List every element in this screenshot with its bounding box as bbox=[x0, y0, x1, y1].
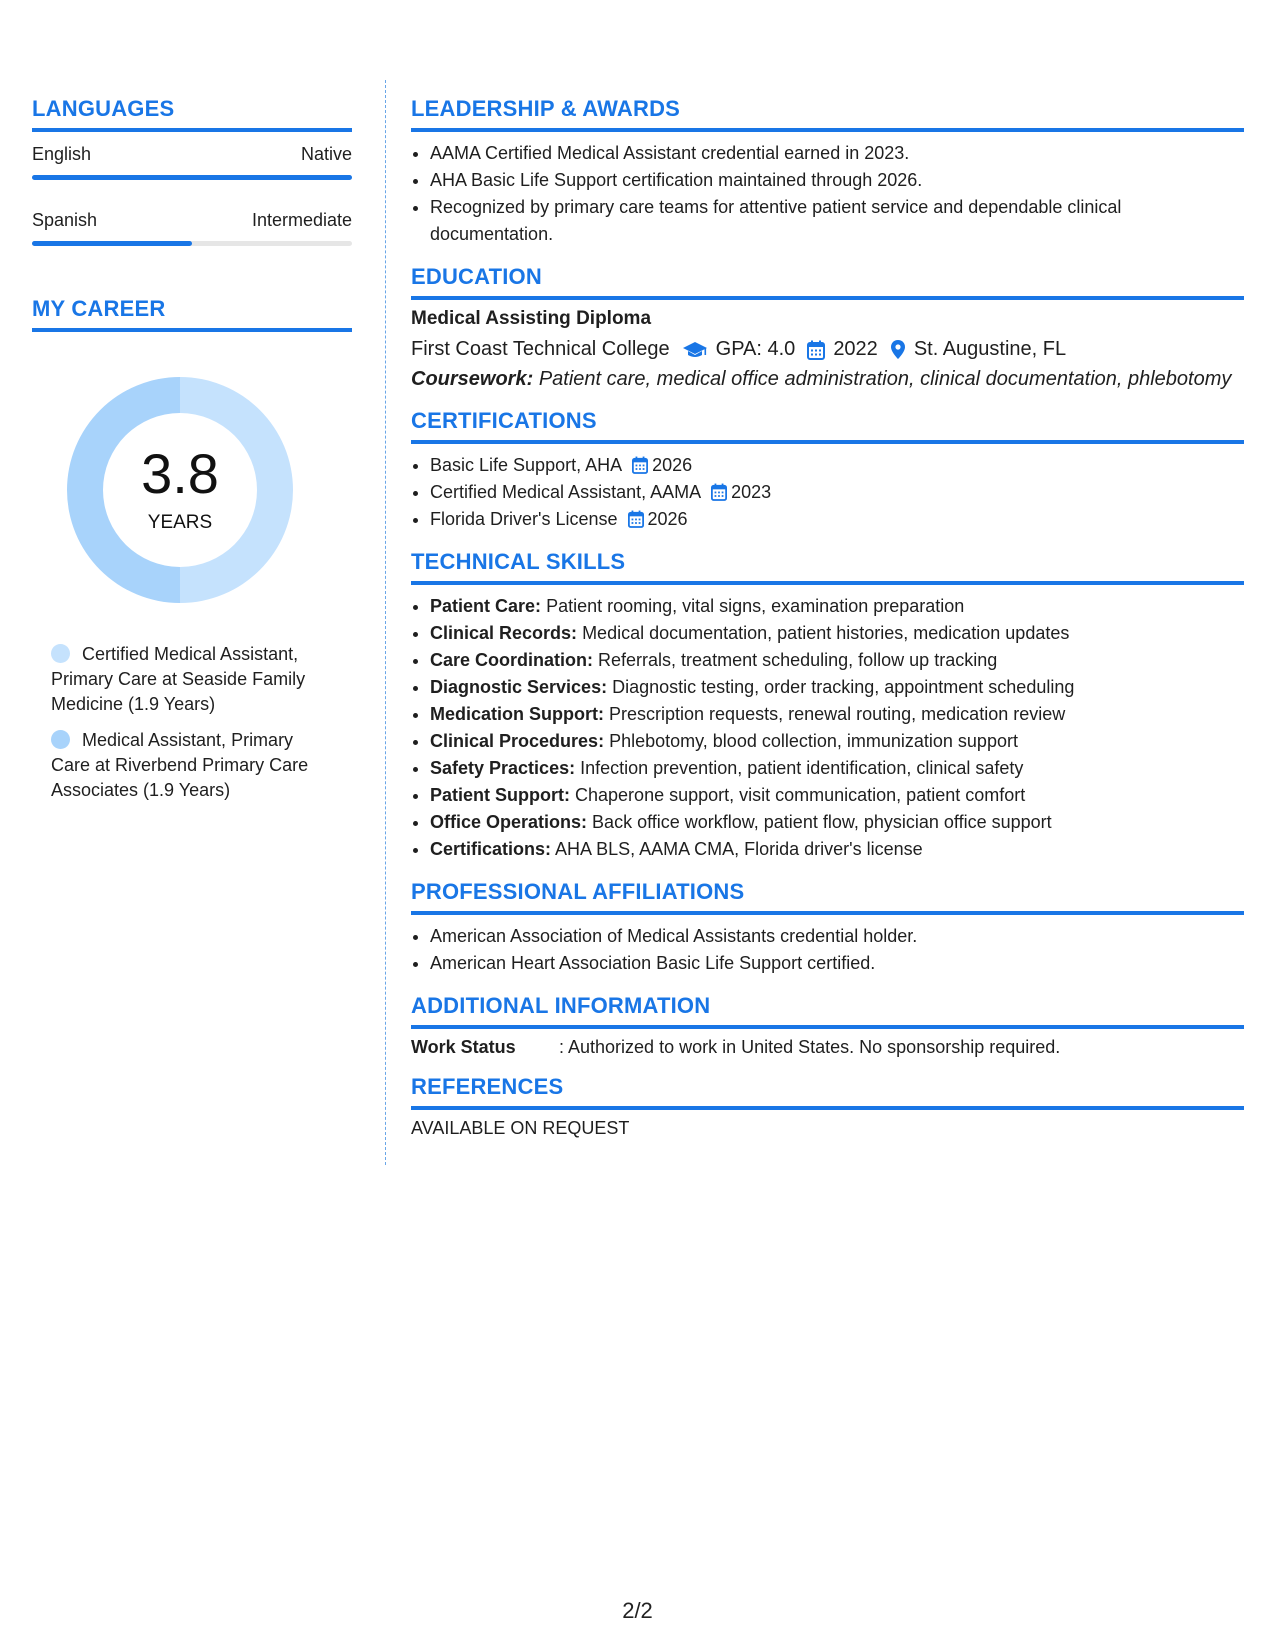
skill-text: AHA BLS, AAMA CMA, Florida driver's license bbox=[555, 839, 923, 859]
languages-heading: LANGUAGES bbox=[32, 96, 352, 132]
sidebar bbox=[32, 96, 352, 814]
page-number: 2/2 bbox=[622, 1598, 653, 1623]
language-level: Native bbox=[300, 144, 352, 164]
language-proficiency-fill bbox=[32, 241, 192, 246]
skills-section bbox=[411, 549, 1244, 863]
affiliation-item: • American Heart Association Basic Life Support certified. bbox=[430, 950, 1244, 977]
skill-label: Diagnostic Services: bbox=[430, 677, 608, 697]
calendar-icon bbox=[628, 510, 644, 528]
references-heading: REFERENCES bbox=[411, 1074, 1244, 1110]
skill-item bbox=[430, 782, 1244, 809]
column-divider bbox=[385, 80, 386, 1165]
career-total-unit: YEARS bbox=[147, 512, 213, 533]
language-name: Spanish bbox=[32, 210, 98, 230]
language-item bbox=[32, 144, 352, 180]
skill-label: Care Coordination: bbox=[430, 650, 594, 670]
certification-item bbox=[430, 479, 1244, 506]
references-section bbox=[411, 1074, 1244, 1139]
certification-item bbox=[430, 452, 1244, 479]
skill-item bbox=[430, 620, 1244, 647]
additional-info-section bbox=[411, 993, 1244, 1058]
education-heading: EDUCATION bbox=[411, 264, 1244, 300]
affiliations-heading: PROFESSIONAL AFFILIATIONS bbox=[411, 879, 1244, 915]
skill-label: Certifications: bbox=[430, 839, 552, 859]
skill-item bbox=[430, 701, 1244, 728]
skill-label: Clinical Records: bbox=[430, 623, 578, 643]
skill-item bbox=[430, 755, 1244, 782]
work-status-value: : Authorized to work in United States. No sponsorship required. bbox=[559, 1037, 1061, 1057]
affiliation-item: • American Association of Medical Assistants credential holder. bbox=[430, 923, 1244, 950]
skill-text: Medical documentation, patient histories, medication updates bbox=[582, 623, 1070, 643]
skill-label: Clinical Procedures: bbox=[430, 731, 605, 751]
skill-text: Diagnostic testing, order tracking, appointment scheduling bbox=[612, 677, 1075, 697]
skill-item bbox=[430, 836, 1244, 863]
work-status-label: Work Status bbox=[411, 1037, 516, 1057]
certification-item bbox=[430, 506, 1244, 533]
coursework-label: Coursework: bbox=[411, 368, 534, 390]
legend-label: Medical Assistant, Primary Care at Riverbend Primary Care Associates (1.9 Years) bbox=[51, 730, 309, 800]
skill-item bbox=[430, 674, 1244, 701]
career-total-years: 3.8 bbox=[141, 442, 219, 505]
legend-dot-icon bbox=[51, 730, 70, 749]
language-item bbox=[32, 210, 352, 246]
legend-label: Certified Medical Assistant, Primary Care at Seaside Family Medicine (1.9 Years) bbox=[51, 644, 306, 714]
main-column bbox=[411, 96, 1244, 1155]
additional-info-heading: ADDITIONAL INFORMATION bbox=[411, 993, 1244, 1029]
skill-label: Safety Practices: bbox=[430, 758, 576, 778]
certification-year: 2023 bbox=[731, 482, 772, 502]
skill-text: Chaperone support, visit communication, patient comfort bbox=[575, 785, 1026, 805]
skill-text: Phlebotomy, blood collection, immunization support bbox=[609, 731, 1018, 751]
gpa: GPA: 4.0 bbox=[715, 338, 796, 360]
certification-name: Florida Driver's License bbox=[430, 509, 618, 529]
skill-item bbox=[430, 728, 1244, 755]
skill-label: Patient Care: bbox=[430, 596, 542, 616]
education-meta bbox=[411, 338, 1244, 361]
references-text: AVAILABLE ON REQUEST bbox=[411, 1118, 630, 1138]
affiliations-section bbox=[411, 879, 1244, 977]
leadership-heading: LEADERSHIP & AWARDS bbox=[411, 96, 1244, 132]
career-donut-chart bbox=[66, 376, 294, 604]
skill-label: Medication Support: bbox=[430, 704, 604, 724]
career-heading: MY CAREER bbox=[32, 296, 352, 332]
work-status-row bbox=[411, 1037, 1244, 1058]
career-legend-item bbox=[51, 728, 321, 803]
skill-text: Infection prevention, patient identification, clinical safety bbox=[580, 758, 1024, 778]
certification-name: Basic Life Support, AHA bbox=[430, 455, 623, 475]
calendar-icon bbox=[632, 456, 648, 474]
skill-text: Back office workflow, patient flow, physician office support bbox=[592, 812, 1052, 832]
school-name: First Coast Technical College bbox=[411, 338, 670, 360]
language-proficiency-bar bbox=[32, 175, 352, 180]
coursework-text: Patient care, medical office administration, clinical documentation, phlebotomy bbox=[538, 368, 1232, 390]
certification-year: 2026 bbox=[652, 455, 693, 475]
certifications-section bbox=[411, 408, 1244, 533]
career-section bbox=[32, 296, 352, 803]
skill-item bbox=[430, 647, 1244, 674]
languages-section bbox=[32, 96, 352, 246]
leadership-item: • AHA Basic Life Support certification maintained through 2026. bbox=[430, 167, 1244, 194]
skill-text: Prescription requests, renewal routing, medication review bbox=[609, 704, 1066, 724]
skill-item bbox=[430, 593, 1244, 620]
skill-text: Referrals, treatment scheduling, follow up tracking bbox=[598, 650, 998, 670]
calendar-icon bbox=[807, 340, 825, 360]
skill-item bbox=[430, 809, 1244, 836]
skill-label: Patient Support: bbox=[430, 785, 570, 805]
leadership-section bbox=[411, 96, 1244, 248]
school-location: St. Augustine, FL bbox=[913, 338, 1067, 360]
language-proficiency-bar bbox=[32, 241, 352, 246]
skills-heading: TECHNICAL SKILLS bbox=[411, 549, 1244, 585]
calendar-icon bbox=[711, 483, 727, 501]
graduation-cap-icon bbox=[682, 340, 708, 360]
graduation-year: 2022 bbox=[833, 338, 878, 360]
skill-text: Patient rooming, vital signs, examination preparation bbox=[546, 596, 965, 616]
leadership-item: • Recognized by primary care teams for attentive patient service and dependable clinical documentation. bbox=[430, 194, 1244, 248]
language-proficiency-fill bbox=[32, 175, 352, 180]
coursework bbox=[411, 367, 1244, 392]
career-legend-item bbox=[51, 642, 321, 717]
certification-name: Certified Medical Assistant, AAMA bbox=[430, 482, 702, 502]
skill-label: Office Operations: bbox=[430, 812, 588, 832]
degree-title: Medical Assisting Diploma bbox=[411, 308, 652, 329]
certifications-heading: CERTIFICATIONS bbox=[411, 408, 1244, 444]
language-level: Intermediate bbox=[251, 210, 352, 230]
leadership-item: • AAMA Certified Medical Assistant credential earned in 2023. bbox=[430, 140, 1244, 167]
legend-dot-icon bbox=[51, 644, 70, 663]
language-name: English bbox=[32, 144, 92, 164]
map-pin-icon bbox=[890, 339, 906, 360]
education-section bbox=[411, 264, 1244, 392]
certification-year: 2026 bbox=[647, 509, 688, 529]
career-legend bbox=[51, 642, 321, 803]
